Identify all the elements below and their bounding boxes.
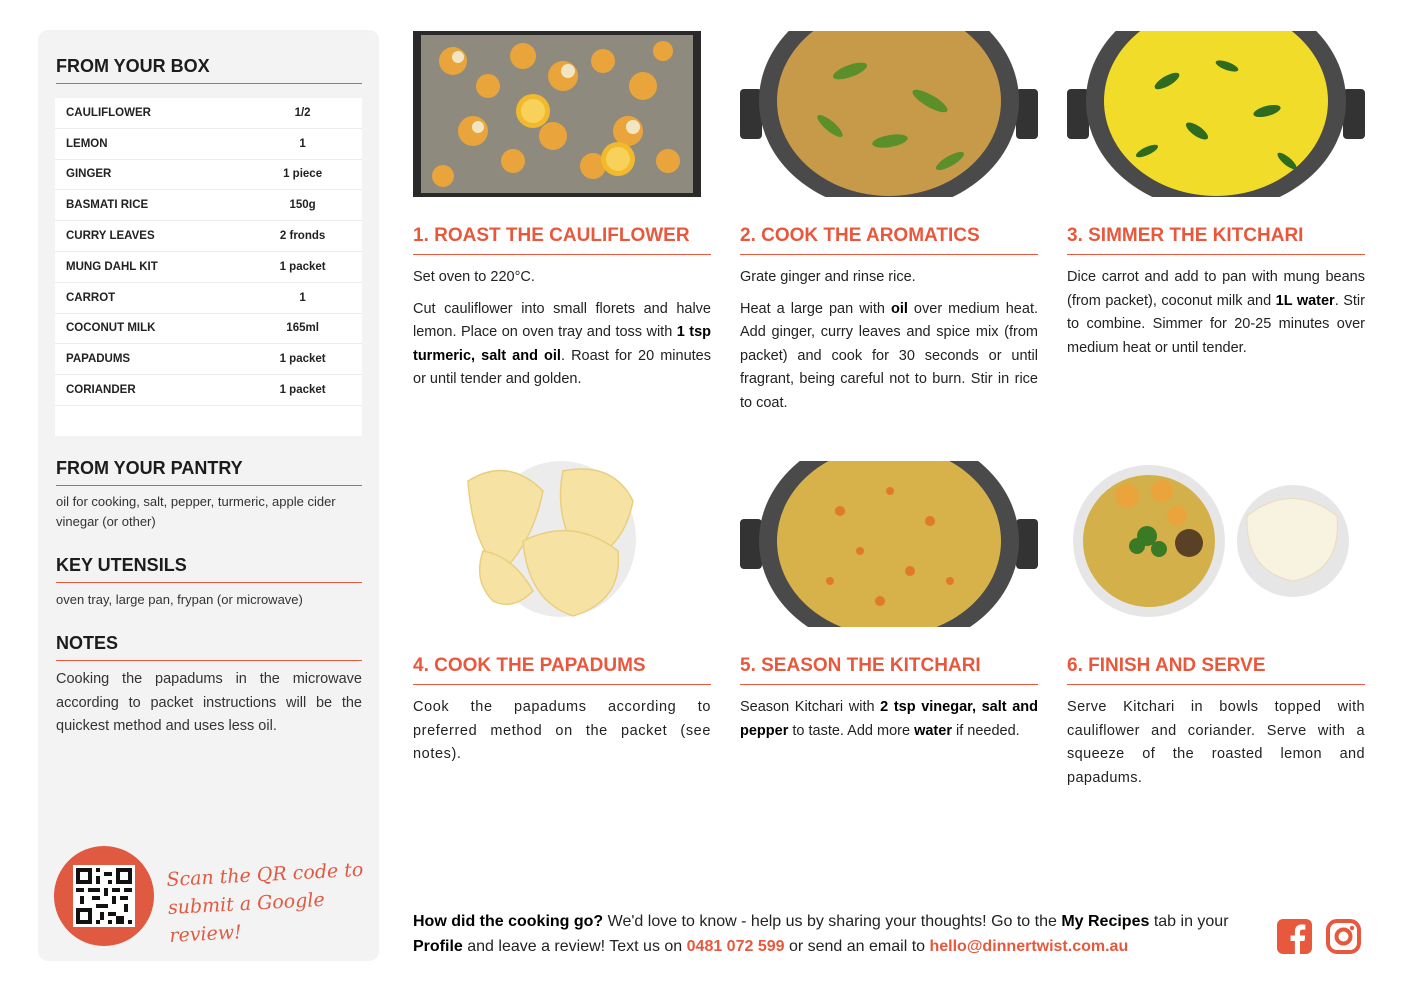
step-3-title: 3. SIMMER THE KITCHARI — [1067, 225, 1365, 255]
text: Dice carrot and add to pan with mung beans (from packet), coconut milk and — [1067, 269, 1365, 309]
ingredient-row — [55, 314, 362, 345]
ingredient-qty: 1 piece — [283, 168, 323, 181]
footer-question: How did the cooking go? — [413, 913, 604, 930]
ingredient-name: PAPADUMS — [66, 353, 131, 366]
email-link[interactable]: hello@dinnertwist.com.au — [929, 938, 1129, 955]
from-your-box-heading: FROM YOUR BOX — [56, 56, 362, 84]
bold-text: water — [914, 722, 952, 739]
ingredient-qty: 1 packet — [279, 353, 326, 366]
ingredient-row — [55, 252, 362, 283]
bold-text: 1L water — [1275, 292, 1335, 309]
text: Cut cauliflower into small florets and halve lemon. Place on oven tray and toss with — [413, 300, 711, 340]
text: . Roast for 20 minutes or until tender and golden. — [413, 347, 711, 387]
pantry-text: oil for cooking, salt, pepper, turmeric, apple cider vinegar (or other) — [56, 494, 336, 529]
review-footer — [413, 909, 1263, 959]
simmer-kitchari-photo — [1067, 31, 1365, 197]
ingredients-sidebar — [38, 30, 379, 961]
bold-text: 2 tsp vinegar, salt and pepper — [740, 699, 1038, 739]
step-5-title: 5. SEASON THE KITCHARI — [740, 655, 1038, 685]
step-2-p1: Grate ginger and rinse rice. — [740, 269, 916, 285]
ingredient-row — [55, 375, 362, 406]
ingredient-name: CARROT — [66, 291, 116, 304]
text: tab in your — [1149, 913, 1229, 930]
my-recipes-label: My Recipes — [1061, 913, 1150, 930]
text: . Stir to combine. Simmer for 20-25 minutes over medium heat or until tender. — [1067, 292, 1365, 356]
ingredient-name: CAULIFLOWER — [66, 106, 151, 119]
text: if needed. — [951, 722, 1020, 739]
bold-text: oil — [891, 300, 908, 317]
step-1-p1: Set oven to 220°C. — [413, 269, 535, 285]
ingredient-name: BASMATI RICE — [66, 199, 149, 212]
finished-dish-photo — [1067, 461, 1365, 627]
qr-code-icon[interactable] — [73, 865, 135, 927]
step-4-title: 4. COOK THE PAPADUMS — [413, 655, 711, 685]
ingredient-row — [55, 283, 362, 314]
step-6-text — [1067, 696, 1365, 798]
ingredients-table — [55, 98, 362, 436]
step-6-p1: Serve Kitchari in bowls topped with cauliflower and coriander. Serve with a squeeze of the roasted lemon and papadums. — [1067, 699, 1365, 786]
step-1-p2 — [413, 298, 711, 392]
text: Season Kitchari with — [740, 699, 881, 715]
text: or send an email to — [784, 938, 930, 955]
season-kitchari-photo — [740, 461, 1038, 627]
step-5-p1 — [740, 696, 1038, 743]
ingredient-qty: 2 fronds — [279, 230, 326, 243]
ingredient-name: CORIANDER — [66, 384, 136, 397]
step-3-p1 — [1067, 266, 1365, 360]
step-2-title: 2. COOK THE AROMATICS — [740, 225, 1038, 255]
notes-heading: NOTES — [56, 633, 362, 661]
phone-link[interactable]: 0481 072 599 — [686, 938, 785, 955]
text: Heat a large pan with — [740, 300, 891, 317]
ingredient-row — [55, 344, 362, 375]
scan-qr-prompt — [166, 856, 370, 950]
facebook-icon[interactable] — [1276, 918, 1313, 955]
step-3-text — [1067, 266, 1365, 368]
ingredient-row — [55, 221, 362, 252]
instagram-icon[interactable] — [1325, 918, 1362, 955]
ingredient-qty: 1/2 — [294, 106, 311, 119]
ingredient-name: COCONUT MILK — [66, 322, 156, 335]
papadums-photo — [413, 461, 711, 627]
aromatics-pan-photo — [740, 31, 1038, 197]
key-utensils-heading: KEY UTENSILS — [56, 555, 362, 583]
step-4-text — [413, 696, 711, 775]
ingredient-name: GINGER — [66, 168, 112, 181]
ingredient-qty: 165ml — [286, 322, 319, 335]
step-1-title: 1. ROAST THE CAULIFLOWER — [413, 225, 711, 255]
ingredient-qty: 1 — [299, 291, 306, 304]
text: over medium heat. Add ginger, curry leaves and spice mix (from packet) and cook for 30 seconds or until fragrant, being careful not to burn. Stir in rice to coat. — [740, 300, 1038, 411]
from-your-pantry-heading: FROM YOUR PANTRY — [56, 458, 362, 486]
scan-line-1: Scan the QR code to — [165, 858, 364, 892]
ingredient-name: CURRY LEAVES — [66, 230, 155, 243]
roast-cauliflower-photo — [413, 31, 711, 197]
ingredient-qty: 1 packet — [279, 384, 326, 397]
ingredient-row — [55, 129, 362, 160]
ingredient-name: MUNG DAHL KIT — [66, 260, 158, 273]
bold-text: 1 tsp turmeric, salt and oil — [413, 324, 712, 364]
ingredient-qty: 1 packet — [279, 260, 326, 273]
ingredient-row — [55, 190, 362, 221]
ingredient-row — [55, 160, 362, 191]
step-6-title: 6. FINISH AND SERVE — [1067, 655, 1365, 685]
step-1-text — [413, 266, 711, 400]
ingredient-qty: 1 — [299, 137, 306, 150]
ingredient-qty: 150g — [289, 199, 316, 212]
text: and leave a review! Text us on — [462, 938, 687, 955]
step-4-p1: Cook the papadums according to preferred method on the packet (see notes). — [413, 699, 711, 762]
ingredient-name: LEMON — [66, 137, 108, 150]
text: We'd love to know - help us by sharing your thoughts! Go to the — [603, 913, 1062, 930]
scan-line-2: submit a Google review! — [167, 888, 326, 947]
step-5-text — [740, 696, 1038, 751]
ingredient-row — [55, 98, 362, 129]
text: to taste. Add more — [788, 722, 915, 739]
notes-text: Cooking the papadums in the microwave according to packet instructions will be the quickest method and uses less oil. — [56, 671, 362, 734]
step-2-p2 — [740, 298, 1038, 416]
step-2-text — [740, 266, 1038, 423]
utensils-text-value: oven tray, large pan, frypan (or microwave) — [56, 592, 303, 607]
profile-label: Profile — [413, 938, 463, 955]
qr-badge[interactable] — [54, 846, 154, 946]
